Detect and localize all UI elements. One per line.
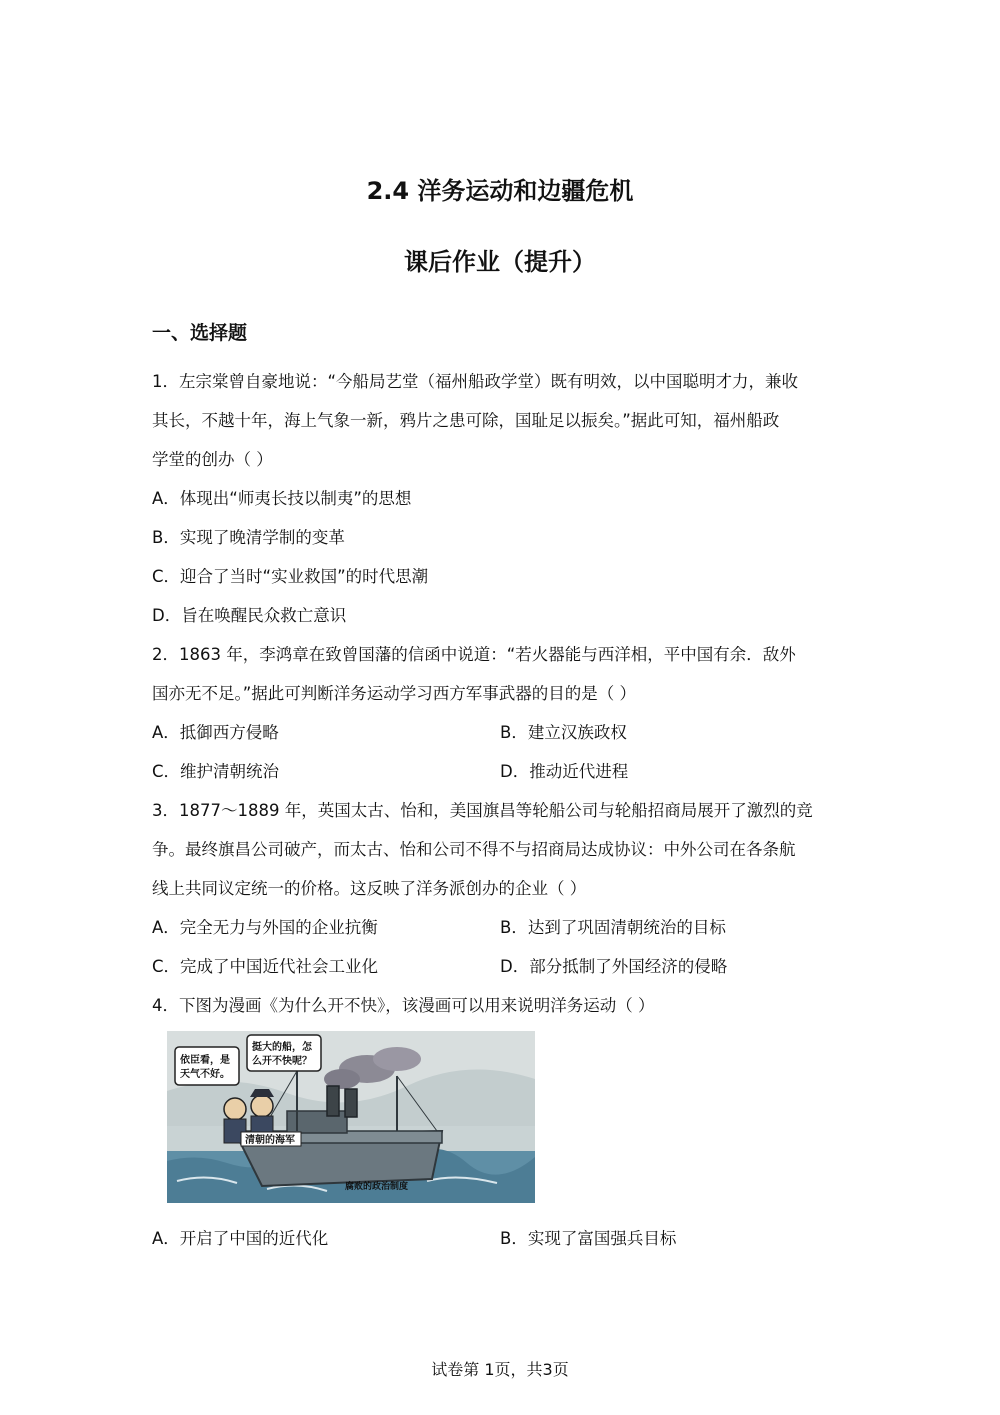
page-subtitle: 课后作业（提升） xyxy=(404,248,596,276)
question-1-line-2: 其长，不越十年，海上气象一新，鸦片之患可除，国耻足以振矣。”据此可知，福州船政 xyxy=(152,411,780,430)
cartoon-illustration xyxy=(167,1031,535,1203)
hull-label: 腐败的政治制度 xyxy=(345,1182,409,1192)
bubble-left-line-1: 依臣看，是 xyxy=(180,1055,230,1066)
question-3-option-d[interactable]: D．部分抵制了外国经济的侵略 xyxy=(500,957,728,976)
question-3-option-b[interactable]: B．达到了巩固清朝统治的目标 xyxy=(500,918,726,937)
question-4-option-a[interactable]: A．开启了中国的近代化 xyxy=(152,1229,329,1248)
question-2-option-b[interactable]: B．建立汉族政权 xyxy=(500,723,627,742)
question-3-option-c[interactable]: C．完成了中国近代社会工业化 xyxy=(152,957,379,976)
question-2-line-1: 2．1863 年，李鸿章在致曾国藩的信函中说道：“若火器能与西洋相，平中国有余．敌外 xyxy=(152,645,796,664)
question-3-option-a[interactable]: A．完全无力与外国的企业抗衡 xyxy=(152,918,378,937)
question-4-option-b[interactable]: B．实现了富国强兵目标 xyxy=(500,1229,677,1248)
question-2-option-a[interactable]: A．抵御西方侵略 xyxy=(152,723,279,742)
bubble-right-line-2: 么开不快呢？ xyxy=(252,1056,312,1067)
question-2-line-2: 国亦无不足。”据此可判断洋务运动学习西方军事武器的目的是（ ） xyxy=(152,684,637,703)
bubble-right-line-1: 挺大的船，怎 xyxy=(252,1042,312,1053)
question-1-line-3: 学堂的创办（ ） xyxy=(152,450,273,469)
question-1-option-d[interactable]: D．旨在唤醒民众救亡意识 xyxy=(152,606,347,625)
question-2-option-c[interactable]: C．维护清朝统治 xyxy=(152,762,280,781)
bubble-left-line-2: 天气不好。 xyxy=(180,1069,230,1080)
section-heading: 一、选择题 xyxy=(152,322,248,344)
question-1-option-a[interactable]: A．体现出“师夷长技以制夷”的思想 xyxy=(152,489,412,508)
question-3-line-3: 线上共同议定统一的价格。这反映了洋务派创办的企业（ ） xyxy=(152,879,587,898)
question-1-option-b[interactable]: B．实现了晚清学制的变革 xyxy=(152,528,345,547)
page-footer: 试卷第 1页，共3页 xyxy=(431,1360,569,1379)
question-3-line-2: 争。最终旗昌公司破产，而太古、怡和公司不得不与招商局达成协议：中外公司在各条航 xyxy=(152,840,796,859)
question-4-line-1: 4．下图为漫画《为什么开不快》，该漫画可以用来说明洋务运动（ ） xyxy=(152,996,655,1015)
ship-label: 清朝的海军 xyxy=(245,1135,295,1146)
question-3-line-1: 3．1877～1889 年，英国太古、怡和，美国旗昌等轮船公司与轮船招商局展开了激烈的竞 xyxy=(152,801,813,820)
question-1-line-1: 1．左宗棠曾自豪地说：“今船局艺堂（福州船政学堂）既有明效，以中国聪明才力，兼收 xyxy=(152,372,799,391)
question-1-option-c[interactable]: C．迎合了当时“实业救国”的时代思潮 xyxy=(152,567,429,586)
page-title: 2.4 洋务运动和边疆危机 xyxy=(366,177,634,205)
question-2-option-d[interactable]: D．推动近代进程 xyxy=(500,762,629,781)
